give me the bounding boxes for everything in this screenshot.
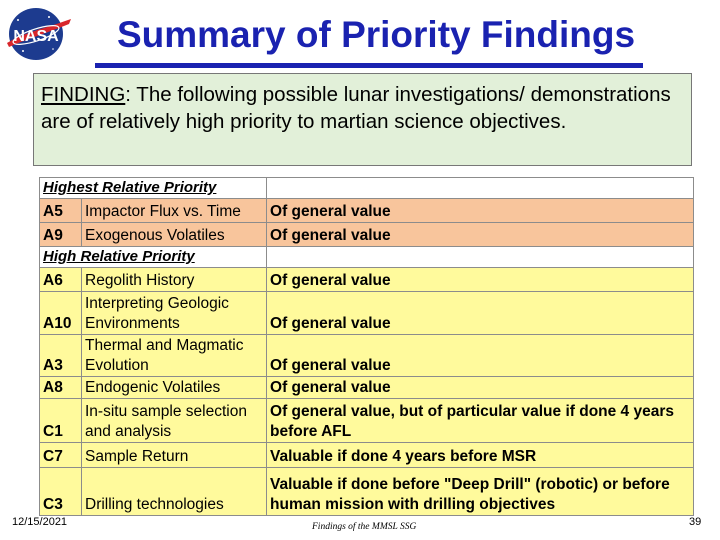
investigation-code: A8 xyxy=(40,377,82,399)
investigation-value: Of general value, but of particular value if done 4 years before AFL xyxy=(267,399,694,443)
investigation-code: C3 xyxy=(40,468,82,516)
table-row xyxy=(40,268,694,292)
investigation-name: Sample Return xyxy=(82,443,267,468)
priority-table xyxy=(39,177,694,516)
finding-box xyxy=(33,73,692,166)
group-header-row xyxy=(40,247,694,268)
investigation-name: Drilling technologies xyxy=(82,468,267,516)
investigation-value: Of general value xyxy=(267,199,694,223)
investigation-name: Regolith History xyxy=(82,268,267,292)
investigation-code: A3 xyxy=(40,335,82,377)
finding-keyword: FINDING xyxy=(41,83,126,106)
table-row xyxy=(40,377,694,399)
table-row xyxy=(40,223,694,247)
investigation-name: Endogenic Volatiles xyxy=(82,377,267,399)
finding-text: : The following possible lunar investigations/ demonstrations are of relatively high priority to martian science objectives. xyxy=(41,83,671,133)
table-row xyxy=(40,399,694,443)
investigation-code: C7 xyxy=(40,443,82,468)
investigation-name: Impactor Flux vs. Time xyxy=(82,199,267,223)
investigation-value: Of general value xyxy=(267,335,694,377)
investigation-code: A9 xyxy=(40,223,82,247)
footer-date: 12/15/2021 xyxy=(12,516,68,528)
table-row xyxy=(40,335,694,377)
table-row xyxy=(40,468,694,516)
investigation-value: Of general value xyxy=(267,292,694,335)
footer-caption: Findings of the MMSL SSG xyxy=(312,522,417,532)
table-row xyxy=(40,199,694,223)
investigation-value: Of general value xyxy=(267,268,694,292)
investigation-name: Thermal and Magmatic Evolution xyxy=(82,335,267,377)
group-label-highest: Highest Relative Priority xyxy=(40,178,267,199)
group-header-row xyxy=(40,178,694,199)
investigation-code: A10 xyxy=(40,292,82,335)
investigation-code: A5 xyxy=(40,199,82,223)
investigation-name: Exogenous Volatiles xyxy=(82,223,267,247)
investigation-value: Of general value xyxy=(267,377,694,399)
investigation-code: C1 xyxy=(40,399,82,443)
investigation-value: Of general value xyxy=(267,223,694,247)
group-header-blank xyxy=(267,247,694,268)
investigation-value: Valuable if done before "Deep Drill" (robotic) or before human mission with drilling objectives xyxy=(267,468,694,516)
table-row xyxy=(40,292,694,335)
investigation-name: Interpreting Geologic Environments xyxy=(82,292,267,335)
group-header-blank xyxy=(267,178,694,199)
investigation-code: A6 xyxy=(40,268,82,292)
group-label-high: High Relative Priority xyxy=(40,247,267,268)
page-number: 39 xyxy=(689,516,702,528)
page-title: Summary of Priority Findings xyxy=(116,14,636,55)
svg-text:NASA: NASA xyxy=(13,28,59,45)
table-row xyxy=(40,443,694,468)
title-underline xyxy=(95,63,643,68)
investigation-name: In-situ sample selection and analysis xyxy=(82,399,267,443)
investigation-value: Valuable if done 4 years before MSR xyxy=(267,443,694,468)
